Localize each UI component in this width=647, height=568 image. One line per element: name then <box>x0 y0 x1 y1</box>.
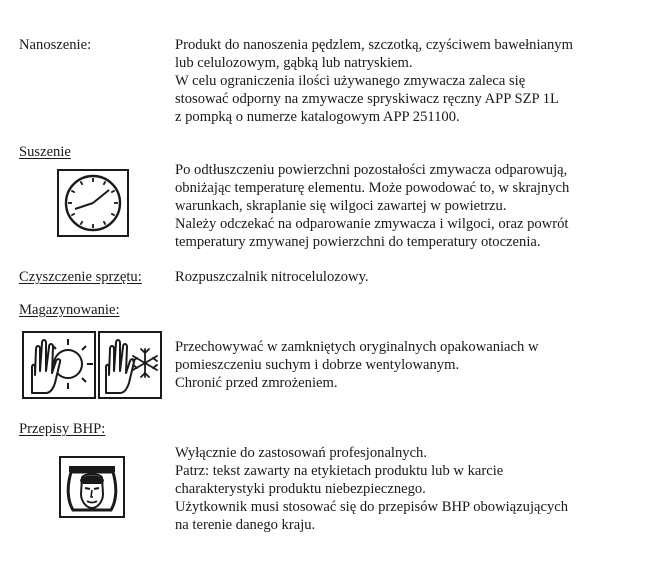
text-line: Przechowywać w zamkniętych oryginalnych opakowaniach w <box>175 339 539 355</box>
drying-label: Suszenie <box>19 144 71 160</box>
text-line: na terenie danego kraju. <box>175 517 316 533</box>
text-line: Po odtłuszczeniu powierzchni pozostałości zmywacza odparowują, <box>175 162 568 178</box>
text-line: obniżając temperaturę elementu. Może powodować to, w skrajnych <box>175 180 570 196</box>
text-line: temperatury zmywanej powierzchni do temperatury otoczenia. <box>175 234 541 250</box>
safety-text <box>175 444 625 534</box>
hand-sun-icon <box>22 331 96 399</box>
text-line: charakterystyki produktu niebezpiecznego. <box>175 481 426 497</box>
storage-label: Magazynowanie: <box>19 302 120 318</box>
clock-icon <box>57 169 129 237</box>
face-shield-icon <box>59 456 125 518</box>
text-line: z pompką o numerze katalogowym APP 251100. <box>175 109 460 125</box>
text-line: Patrz: tekst zawarty na etykietach produktu lub w karcie <box>175 463 504 479</box>
text-line: Należy odczekać na odparowanie zmywacza i wilgoci, oraz powrót <box>175 216 569 232</box>
application-label: Nanoszenie: <box>19 37 92 53</box>
application-text <box>175 36 625 126</box>
hand-frost-icon <box>98 331 162 399</box>
storage-text <box>175 338 625 392</box>
text-line: Rozpuszczalnik nitrocelulozowy. <box>175 269 369 285</box>
text-line: Wyłącznie do zastosowań profesjonalnych. <box>175 445 427 461</box>
text-line: stosować odporny na zmywacze spryskiwacz ręczny APP SZP 1L <box>175 91 559 107</box>
cleaning-text <box>175 268 625 286</box>
text-line: warunkach, skraplanie się wilgoci zawartej w powietrzu. <box>175 198 507 214</box>
text-line: Użytkownik musi stosować się do przepisów BHP obowiązujących <box>175 499 569 515</box>
text-line: Chronić przed zmrożeniem. <box>175 375 338 391</box>
text-line: pomieszczeniu suchym i dobrze wentylowanym. <box>175 357 460 373</box>
text-line: W celu ograniczenia ilości używanego zmywacza zaleca się <box>175 73 526 89</box>
text-line: Produkt do nanoszenia pędzlem, szczotką, czyściwem bawełnianym <box>175 37 573 53</box>
safety-label: Przepisy BHP: <box>19 421 106 437</box>
text-line: lub celulozowym, gąbką lub natryskiem. <box>175 55 413 71</box>
drying-text <box>175 161 625 251</box>
cleaning-label: Czyszczenie sprzętu: <box>19 269 142 285</box>
